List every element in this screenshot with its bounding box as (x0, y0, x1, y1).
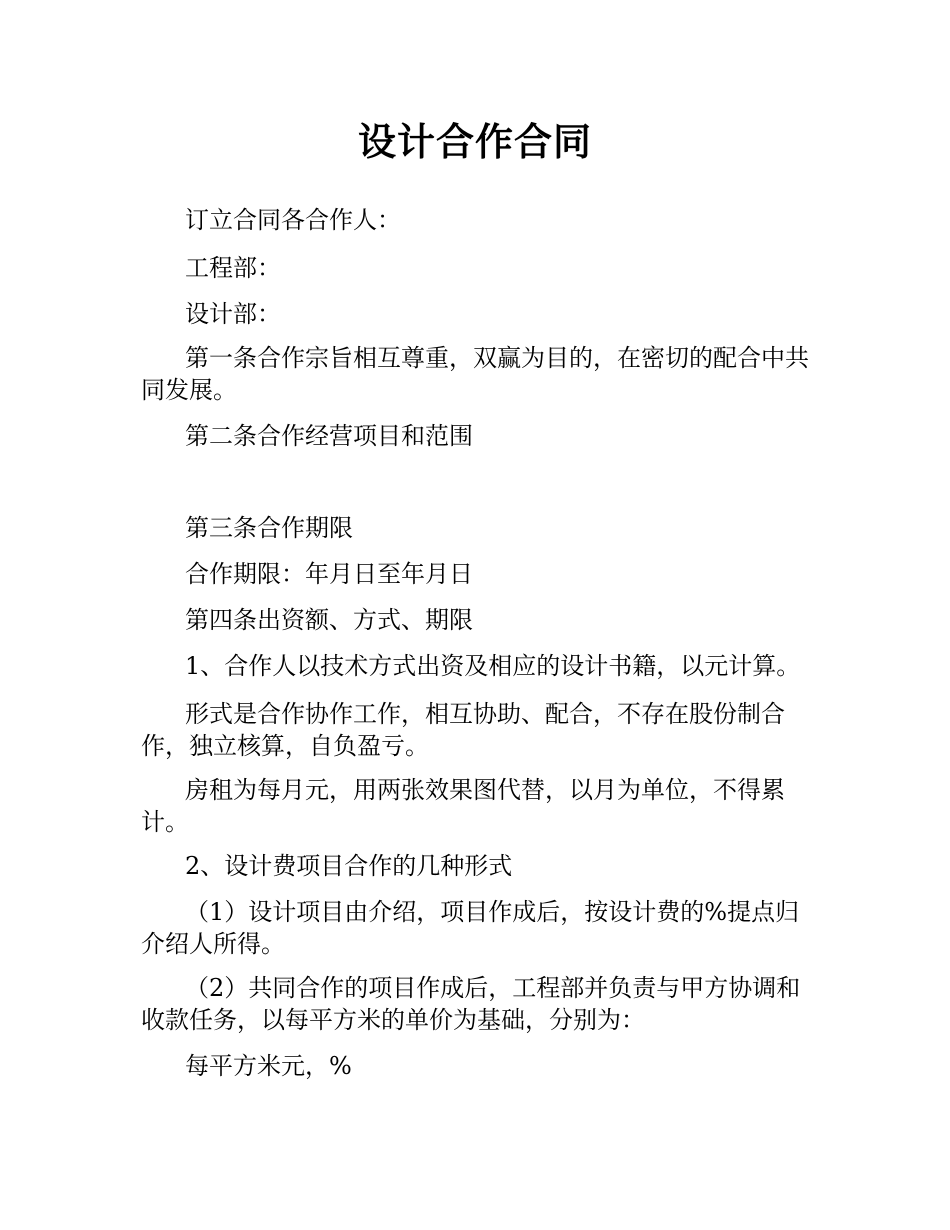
paragraph-design-dept: 设计部： (185, 300, 281, 328)
paragraph-engineering-dept: 工程部： (185, 254, 281, 282)
paragraph-rent: 房租为每月元，用两张效果图代替，以月为单位，不得累计。 (141, 776, 785, 836)
paragraph-article-2: 第二条合作经营项目和范围 (185, 422, 473, 450)
paragraph-rate: 每平方米元，% (185, 1052, 352, 1080)
paragraph-parties: 订立合同各合作人： (185, 206, 401, 234)
paragraph-subitem-1: （1）设计项目由介绍，项目作成后，按设计费的%提点归介绍人所得。 (141, 898, 800, 958)
paragraph-article-1: 第一条合作宗旨相互尊重，双赢为目的，在密切的配合中共同发展。 (141, 344, 809, 404)
paragraph-article-3: 第三条合作期限 (185, 514, 353, 542)
paragraph-form: 形式是合作协作工作，相互协助、配合，不存在股份制合作，独立核算，自负盈亏。 (141, 700, 785, 760)
paragraph-article-4: 第四条出资额、方式、期限 (185, 606, 473, 634)
paragraph-item-1: 1、合作人以技术方式出资及相应的设计书籍，以元计算。 (185, 652, 801, 680)
paragraph-item-2: 2、设计费项目合作的几种形式 (185, 852, 513, 880)
paragraph-term: 合作期限：年月日至年月日 (185, 560, 473, 588)
document-title: 设计合作合同 (357, 120, 592, 164)
paragraph-subitem-2: （2）共同合作的项目作成后，工程部并负责与甲方协调和收款任务，以每平方米的单价为基础，分别为： (141, 974, 801, 1034)
